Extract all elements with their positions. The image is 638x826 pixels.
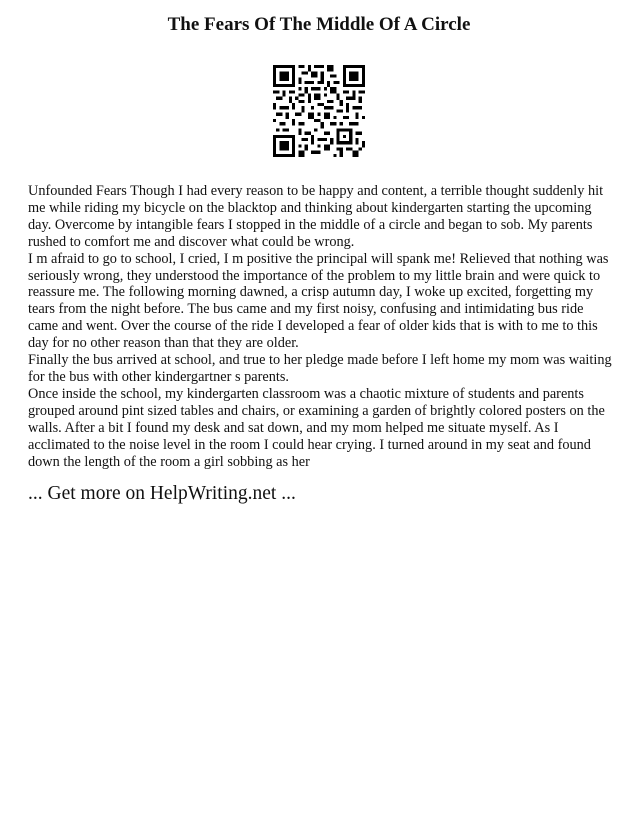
paragraph: I m afraid to go to school, I cried, I m positive the principal will spank me! Relieved that nothing was seriously wrong, they understood the importance of the problem to my little brain and were quick to reassure me. The following morning dawned, a crisp autumn day, I woke up excited, forgetting my tears from the night before. The bus came and my first noisy, confusing and intimidating bus ride came and went. Over the course of the ride I developed a fear of older kids that is with to me to this day for no other reason than that they are older. bbox=[28, 250, 609, 352]
document-title: The Fears Of The Middle Of A Circle bbox=[167, 14, 471, 35]
paragraph: Finally the bus arrived at school, and true to her pledge made before I left home my mom was waiting for the bus with other kindergartner s parents. bbox=[28, 352, 612, 385]
paragraph: Unfounded Fears Though I had every reason to be happy and content, a terrible thought suddenly hit me while riding my bicycle on the blacktop and thinking about kindergarten starting the upcoming day. Overcome by intangible fears I stopped in the middle of a circle and began to sob. My parents rushed to comfort me and discover what could be wrong. bbox=[28, 183, 604, 250]
paragraph: Once inside the school, my kindergarten classroom was a chaotic mixture of students and parents grouped around pint sized tables and chairs, or examining a garden of brightly colored posters on the walls. After a bit I found my desk and sat down, and my mom helped me situate myself. As I acclimated to the noise level in the room I could hear crying. I turned around in my seat and found down the length of the room a girl sobbing as her bbox=[28, 385, 605, 470]
get-more-link[interactable]: ... Get more on HelpWriting.net ... bbox=[28, 483, 296, 504]
qr-code-icon[interactable] bbox=[273, 65, 365, 157]
article-body bbox=[28, 183, 612, 470]
